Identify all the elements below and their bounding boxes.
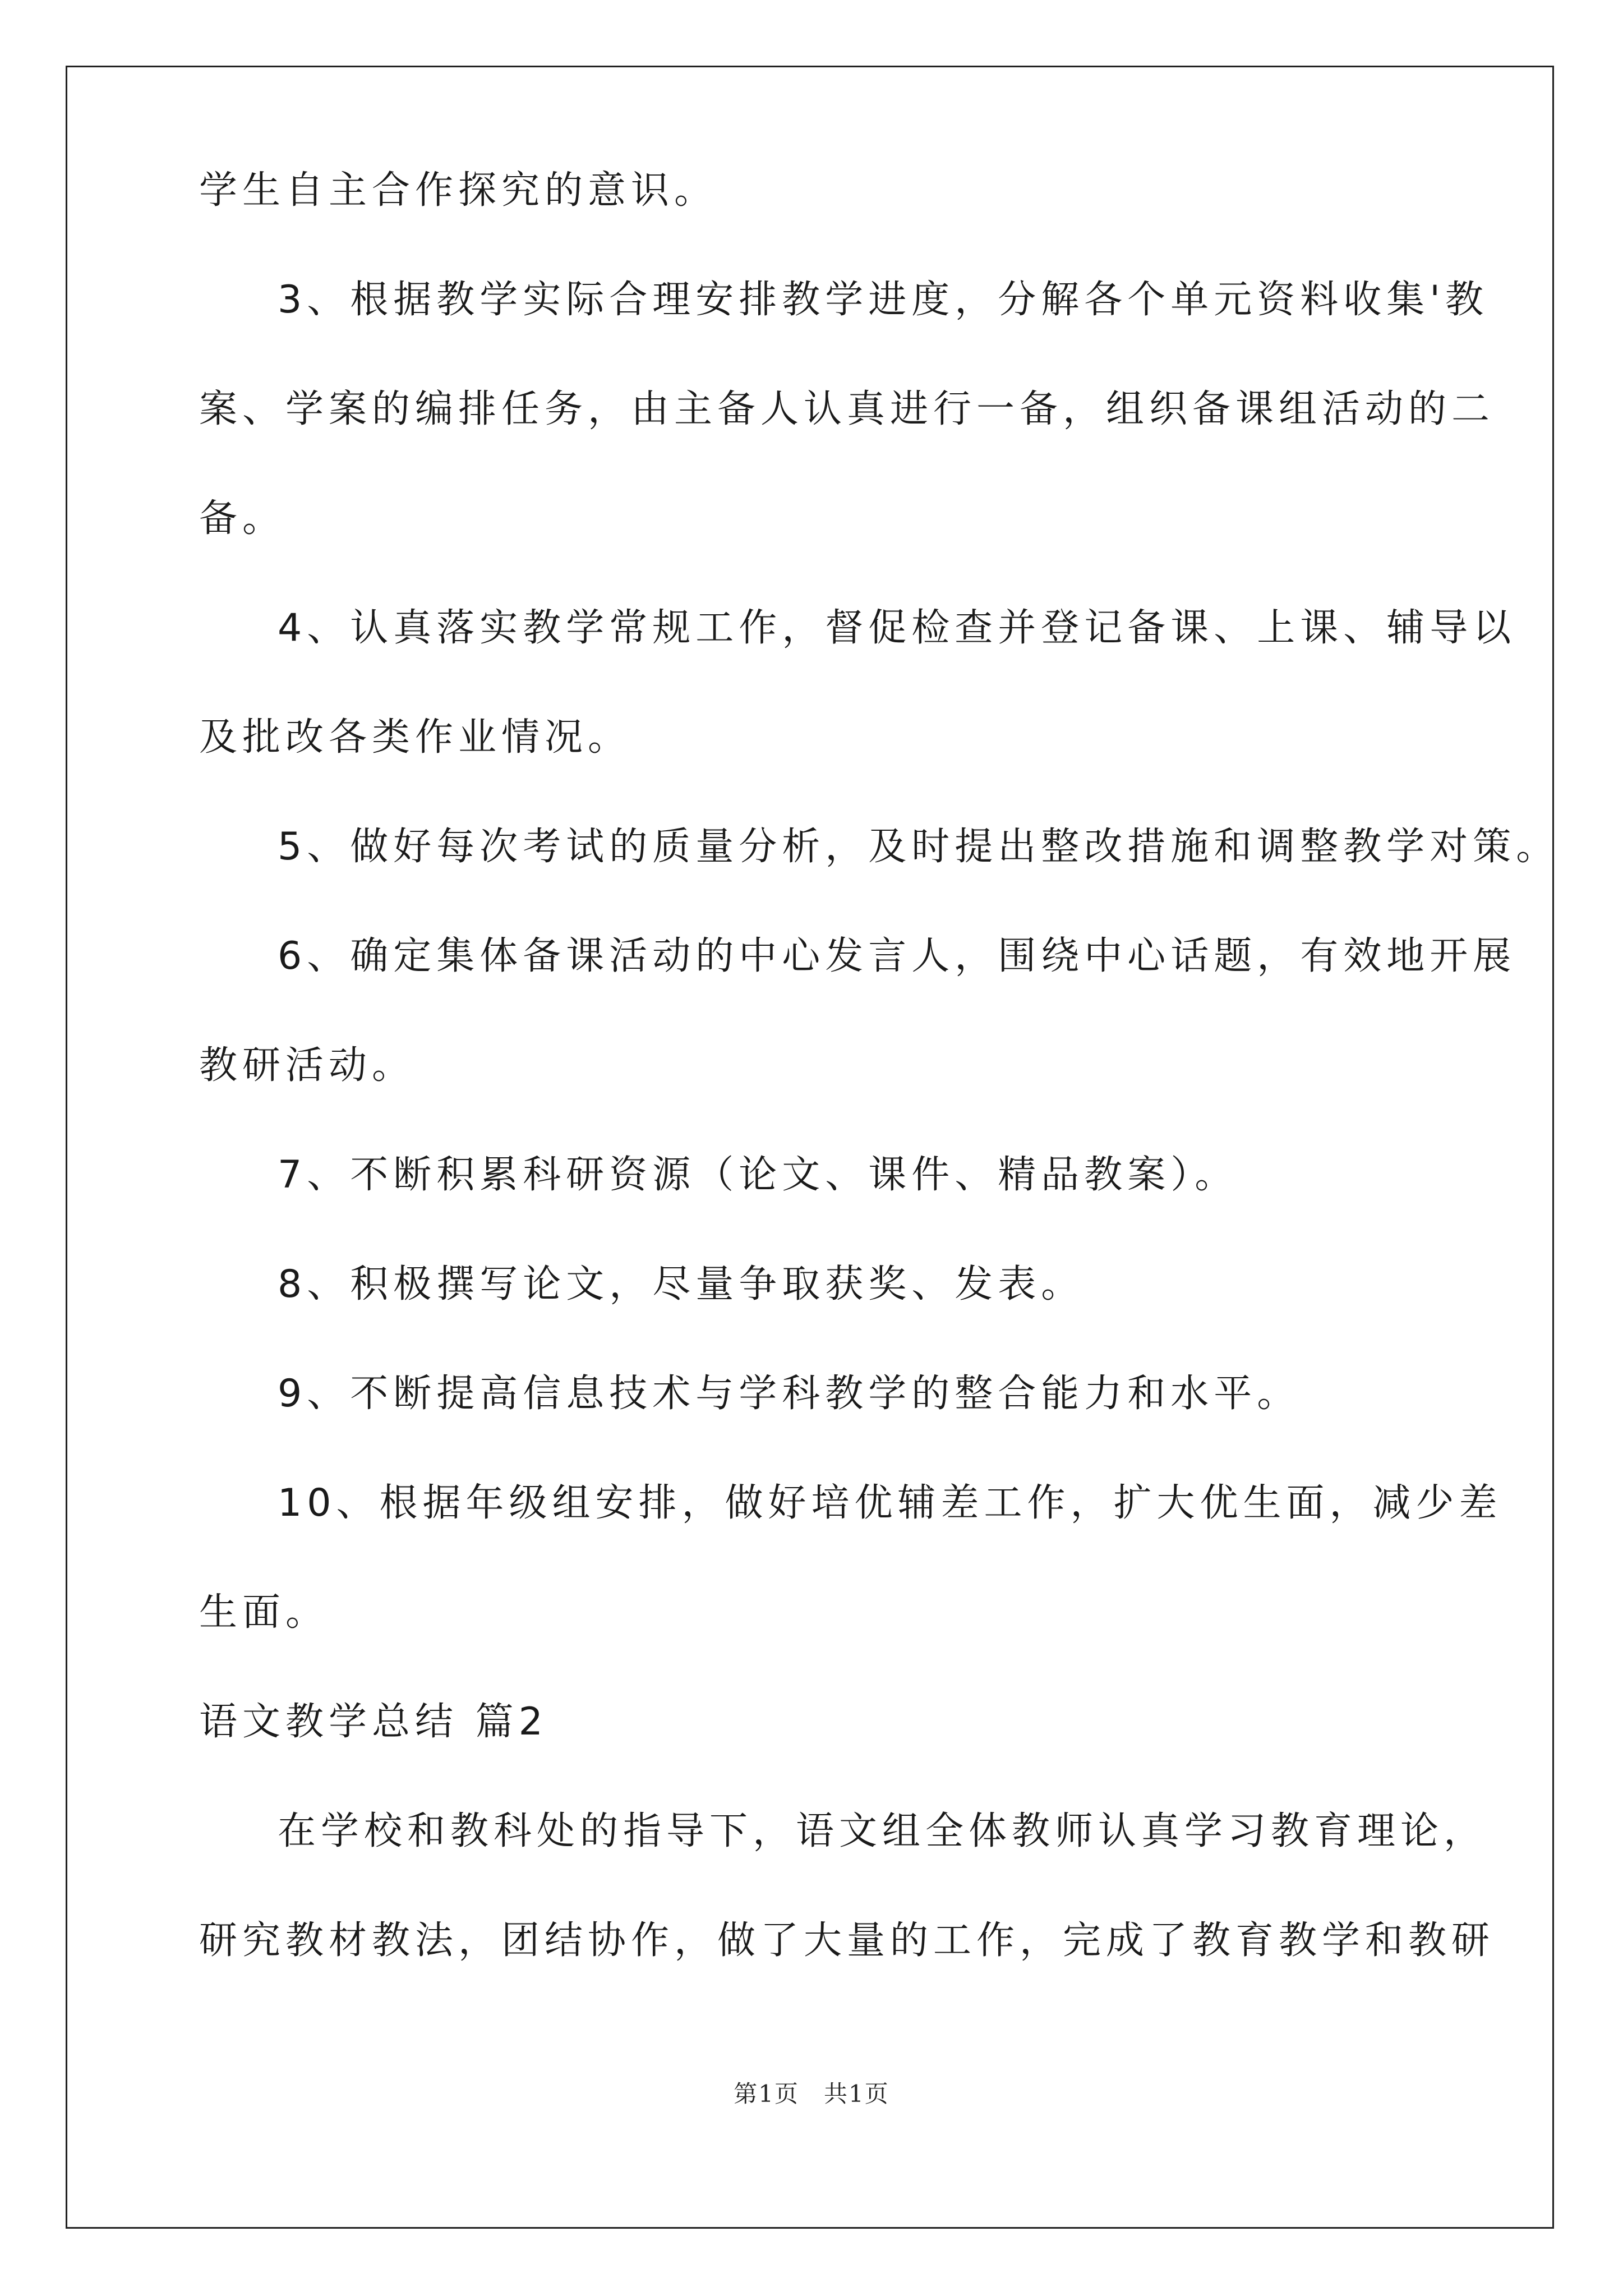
paragraph-line: 备。 <box>199 496 286 541</box>
paragraph-line: 4、认真落实教学常规工作，督促检查并登记备课、上课、辅导以 <box>278 606 1516 650</box>
paragraph-line: 教研活动。 <box>199 1043 416 1088</box>
paragraph-line: 9、不断提高信息技术与学科教学的整合能力和水平。 <box>278 1372 1301 1416</box>
section-heading: 语文教学总结 篇2 <box>199 1700 548 1744</box>
paragraph-line: 研究教材教法，团结协作，做了大量的工作，完成了教育教学和教研 <box>199 1918 1495 1963</box>
paragraph-line: 10、根据年级组安排，做好培优辅差工作，扩大优生面，减少差 <box>278 1481 1502 1525</box>
paragraph-line: 7、不断积累科研资源（论文、课件、精品教案）。 <box>278 1153 1238 1197</box>
paragraph-line: 生面。 <box>199 1590 329 1635</box>
page-number-footer: 第1页 共1页 <box>734 2080 889 2108</box>
paragraph-line: 5、做好每次考试的质量分析，及时提出整改措施和调整教学对策。 <box>278 825 1560 869</box>
paragraph-line: 及批改各类作业情况。 <box>199 715 631 760</box>
paragraph-line: 8、积极撰写论文，尽量争取获奖、发表。 <box>278 1262 1085 1306</box>
paragraph-line: 3、根据教学实际合理安排教学进度，分解各个单元资料收集'教 <box>278 278 1488 322</box>
paragraph-line: 在学校和教科处的指导下，语文组全体教师认真学习教育理论， <box>278 1809 1487 1853</box>
paragraph-line: 案、学案的编排任务，由主备人认真进行一备，组织备课组活动的二 <box>199 387 1495 431</box>
paragraph-line: 学生自主合作探究的意识。 <box>199 168 718 213</box>
paragraph-line: 6、确定集体备课活动的中心发言人，围绕中心话题，有效地开展 <box>278 934 1516 978</box>
